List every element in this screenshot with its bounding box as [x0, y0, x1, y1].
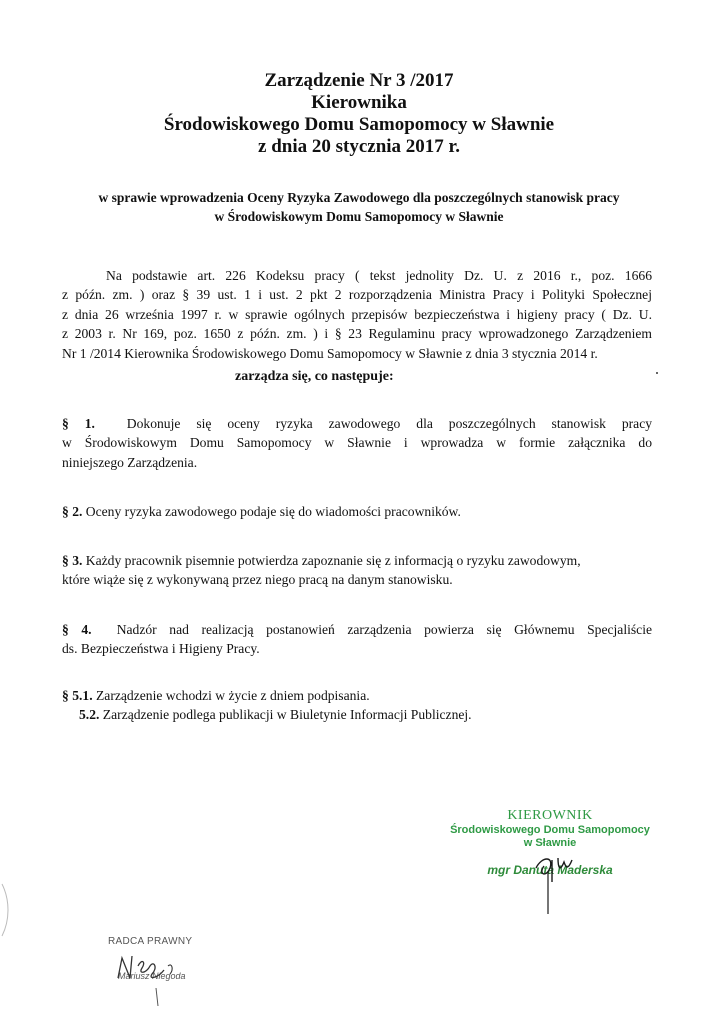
- paragraph-1-line-3: niniejszego Zarządzenia.: [62, 454, 198, 470]
- legal-line-2: z późn. zm. ) oraz § 39 ust. 1 i ust. 2 pkt 2 rozporządzenia Ministra Pracy i Polityki Społecznej: [62, 287, 652, 303]
- stray-mark: [656, 372, 658, 374]
- stamp-organization: Środowiskowego Domu Samopomocy: [450, 824, 650, 836]
- legal-advisor-name: Mariusz Niegoda: [118, 971, 186, 981]
- legal-line-1: Na podstawie art. 226 Kodeksu pracy ( tekst jednolity Dz. U. z 2016 r., poz. 1666: [106, 268, 652, 283]
- paragraph-5-1-text: Zarządzenie wchodzi w życie z dniem podpisania.: [96, 688, 370, 703]
- subject-line-1: w sprawie wprowadzenia Oceny Ryzyka Zawodowego dla poszczególnych stanowisk pracy: [98, 190, 620, 205]
- legal-line-4: z 2003 r. Nr 169, poz. 1650 z późn. zm. ) i § 23 Regulaminu pracy wprowadzonego Zarządzeniem: [62, 326, 652, 342]
- title-line-3: Środowiskowego Domu Samopomocy w Sławnie: [163, 114, 555, 135]
- paragraph-2-number: § 2.: [62, 504, 83, 519]
- paragraph-5-2-text: Zarządzenie podlega publikacji w Biuletynie Informacji Publicznej.: [102, 707, 472, 723]
- paragraph-5: [62, 686, 652, 725]
- legal-advisor-signature-icon: [112, 948, 192, 1008]
- paragraph-4-number: § 4.: [62, 622, 92, 637]
- decides-heading: zarządza się, co następuje:: [235, 369, 394, 384]
- legal-basis: [62, 266, 652, 363]
- paragraph-1-line-1: Dokonuje się oceny ryzyka zawodowego dla poszczególnych stanowisk pracy: [126, 416, 653, 431]
- legal-line-5: Nr 1 /2014 Kierownika Środowiskowego Domu Samopomocy w Sławnie z dnia 3 stycznia 2014 r.: [62, 345, 598, 361]
- paragraph-3-line-2: które wiąże się z wykonywaną przez niego pracą na danym stanowisku.: [62, 572, 453, 588]
- stamp-place: w Sławnie: [523, 837, 577, 849]
- paragraph-1: [62, 414, 652, 472]
- title-line-1: Zarządzenie Nr 3 /2017: [264, 70, 454, 91]
- paragraph-3-number: § 3.: [62, 553, 83, 568]
- paragraph-3-line-1: Każdy pracownik pisemnie potwierdza zapoznanie się z informacją o ryzyku zawodowym,: [85, 553, 581, 568]
- paragraph-5-2-number: 5.2.: [79, 707, 100, 723]
- director-signature-icon: [528, 838, 588, 918]
- document-subject: [0, 188, 718, 226]
- stamp-title: KIEROWNIK: [507, 808, 593, 823]
- page-edge-mark-icon: [0, 880, 14, 940]
- paragraph-4-line-2: ds. Bezpieczeństwa i Higieny Pracy.: [62, 641, 260, 657]
- paragraph-1-number: § 1.: [62, 416, 95, 431]
- legal-line-3: z dnia 26 września 1997 r. w sprawie ogólnych przepisów bezpieczeństwa i higieny pracy ( Dz. U.: [62, 306, 652, 322]
- legal-advisor-stamp-title: RADCA PRAWNY: [108, 936, 193, 947]
- paragraph-4: [62, 620, 652, 659]
- paragraph-4-line-1: Nadzór nad realizacją postanowień zarządzenia powierza się Głównemu Specjaliście: [116, 622, 653, 637]
- stamp-name: mgr Danuta Maderska: [487, 863, 613, 877]
- paragraph-2-text: Oceny ryzyka zawodowego podaje się do wiadomości pracowników.: [85, 504, 461, 519]
- title-line-2: Kierownika: [311, 92, 407, 113]
- paragraph-3: [62, 551, 652, 590]
- paragraph-2: [62, 502, 652, 521]
- title-line-4: z dnia 20 stycznia 2017 r.: [258, 136, 460, 157]
- paragraph-1-line-2: w Środowiskowym Domu Samopomocy w Sławnie i wprowadza w formie załącznika do: [62, 435, 652, 451]
- subject-line-2: w Środowiskowym Domu Samopomocy w Sławnie: [214, 209, 504, 224]
- paragraph-5-1-number: § 5.1.: [62, 688, 93, 703]
- document-title: [0, 70, 718, 158]
